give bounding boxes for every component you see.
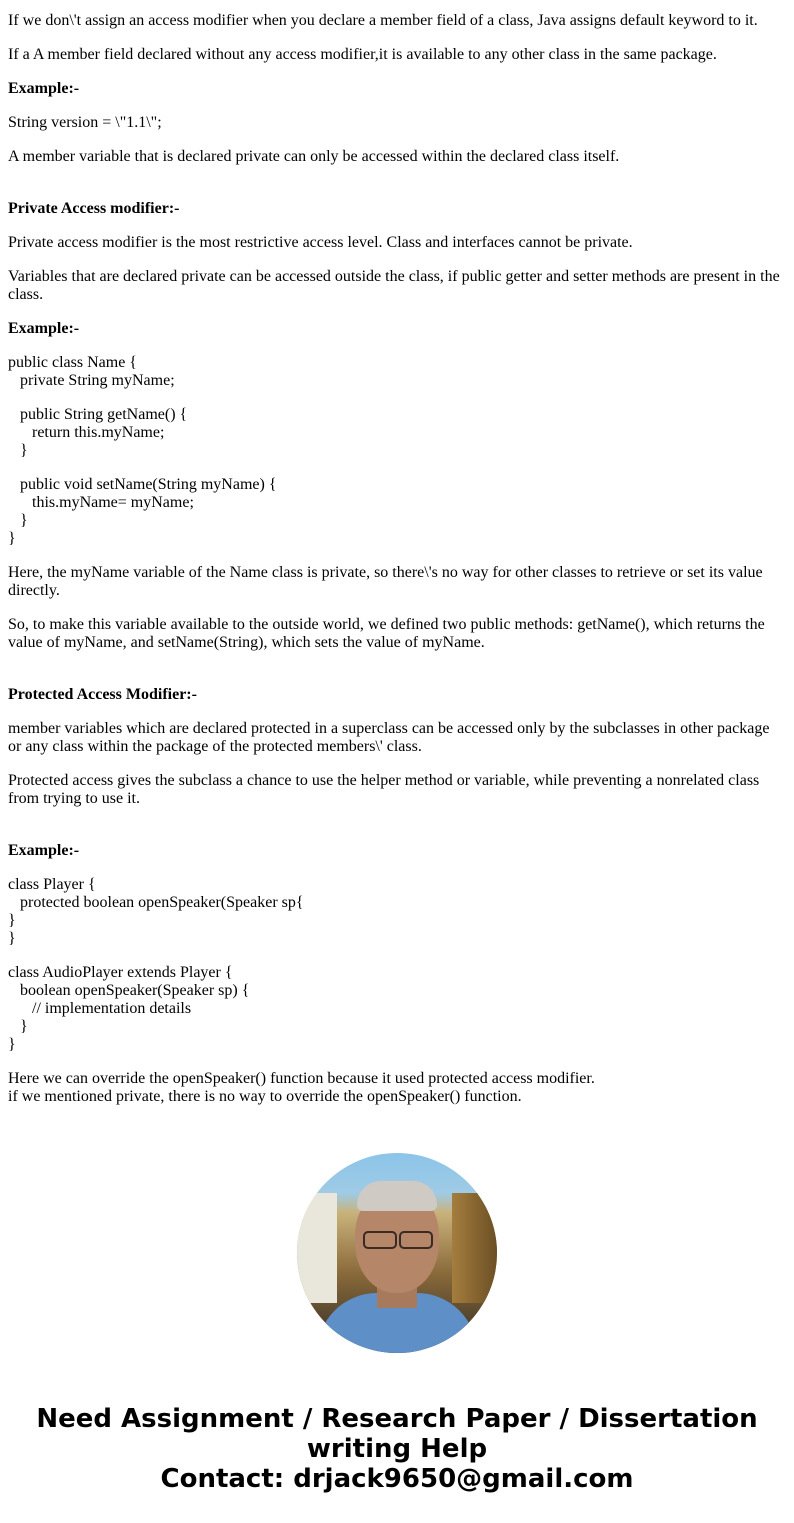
- photo-background: [297, 1193, 337, 1303]
- glasses-icon: [359, 1231, 435, 1247]
- contact-email: Contact: drjack9650@gmail.com: [160, 1464, 634, 1494]
- paragraph: So, to make this variable available to the outside world, we defined two public methods: getName(), which returns the value of myName, and setName(String), which sets the value of myName.: [8, 616, 765, 651]
- paragraph: Here, the myName variable of the Name class is private, so there\'s no way for other classes to retrieve or set its value directly.: [8, 564, 763, 599]
- paragraph: A member variable that is declared private can only be accessed within the declared class itself.: [8, 148, 620, 165]
- code-snippet: class Player { protected boolean openSpeaker(Speaker sp{ } }: [8, 876, 304, 947]
- photo-hair: [357, 1181, 437, 1211]
- example-label-text: Example:-: [8, 320, 80, 337]
- example-label: [8, 80, 786, 98]
- spacer: [8, 824, 786, 842]
- paragraph: If a A member field declared without any access modifier,it is available to any other class in the same package.: [8, 46, 717, 63]
- paragraph: Private access modifier is the most restrictive access level. Class and interfaces cannot be private.: [8, 234, 633, 251]
- section-heading-protected: [8, 686, 786, 704]
- heading-text: Protected Access Modifier:-: [8, 686, 197, 703]
- spacer: [8, 668, 786, 686]
- code-snippet: String version = \"1.1\";: [8, 114, 162, 131]
- banner-line: Need Assignment / Research Paper / Dissertation writing Help: [36, 1404, 758, 1464]
- paragraph: If we don\'t assign an access modifier when you declare a member field of a class, Java assigns default keyword to it.: [8, 12, 758, 29]
- section-heading-private: [8, 200, 786, 218]
- code-snippet: public class Name { private String myName;: [8, 354, 175, 389]
- code-snippet: public void setName(String myName) { this.myName= myName; } }: [8, 476, 277, 547]
- paragraph: member variables which are declared protected in a superclass can be accessed only by the subclasses in other package or any class within the package of the protected members\' class.: [8, 720, 770, 755]
- example-label: [8, 320, 786, 338]
- spacer: [8, 182, 786, 200]
- paragraph: Here we can override the openSpeaker() function because it used protected access modifier. if we mentioned private, there is no way to override the openSpeaker() function.: [8, 1070, 595, 1105]
- author-photo: [297, 1153, 497, 1353]
- code-snippet: public String getName() { return this.myName; }: [20, 406, 188, 459]
- paragraph: Variables that are declared private can be accessed outside the class, if public getter and setter methods are present in the class.: [8, 268, 780, 303]
- photo-background: [452, 1193, 497, 1303]
- contact-banner: [0, 1404, 794, 1494]
- paragraph: Protected access gives the subclass a chance to use the helper method or variable, while preventing a nonrelated class from trying to use it.: [8, 772, 760, 807]
- example-label-text: Example:-: [8, 80, 80, 97]
- example-label: [8, 842, 786, 860]
- heading-text: Private Access modifier:-: [8, 200, 180, 217]
- example-label-text: Example:-: [8, 842, 80, 859]
- code-snippet: class AudioPlayer extends Player { boolean openSpeaker(Speaker sp) { // implementation details } }: [8, 964, 250, 1053]
